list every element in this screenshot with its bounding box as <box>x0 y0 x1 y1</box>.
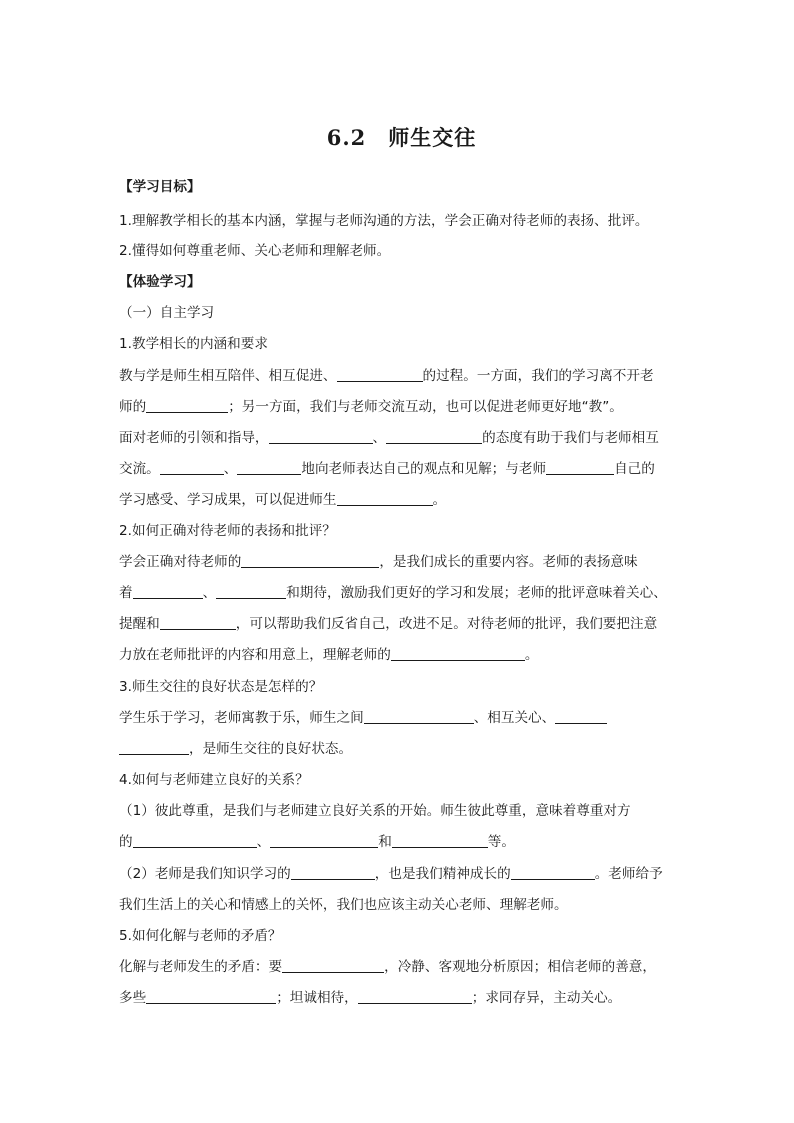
q2-line-1 <box>119 552 638 572</box>
text-segment: ；坦诚相待， <box>276 990 358 1006</box>
q4-line-4: 我们生活上的关心和情感上的关怀，我们也应该主动关心老师、理解老师。 <box>119 897 568 913</box>
text-segment: 、 <box>223 461 238 477</box>
text-segment: （2）老师是我们知识学习的 <box>119 866 291 882</box>
fill-blank[interactable] <box>511 865 595 880</box>
fill-blank[interactable] <box>546 460 614 475</box>
text-segment: 。 <box>432 492 447 508</box>
text-segment: 的过程。一方面，我们的学习离不开老 <box>422 368 654 384</box>
fill-blank[interactable] <box>282 958 384 973</box>
fill-blank[interactable] <box>386 429 482 444</box>
q2-line-4 <box>119 645 538 665</box>
question-heading-1: 1.教学相长的内涵和要求 <box>119 336 268 352</box>
q4-line-3 <box>119 864 663 884</box>
fill-blank[interactable] <box>133 833 257 848</box>
q4-line-2 <box>119 832 515 852</box>
text-segment: 多些 <box>119 990 147 1006</box>
text-segment: 着 <box>119 585 133 601</box>
q1-line-2 <box>119 397 623 417</box>
goal-item-2: 2.懂得如何尊重老师、关心老师和理解老师。 <box>119 243 391 259</box>
fill-blank[interactable] <box>555 709 607 724</box>
fill-blank[interactable] <box>270 833 378 848</box>
goal-item-1: 1.理解教学相长的基本内涵，掌握与老师沟通的方法，学会正确对待老师的表扬、批评。 <box>119 213 649 229</box>
text-segment: 学生乐于学习，老师寓教于乐，师生之间 <box>119 710 364 726</box>
text-segment: 。 <box>524 647 539 663</box>
text-segment: 面对老师的引领和指导， <box>119 430 269 446</box>
text-segment: 、相互关心、 <box>473 710 556 726</box>
text-segment: 学会正确对待老师的 <box>119 554 242 570</box>
fill-blank[interactable] <box>291 865 375 880</box>
fill-blank[interactable] <box>133 584 203 599</box>
fill-blank[interactable] <box>269 429 373 444</box>
text-segment: 、 <box>256 834 271 850</box>
fill-blank[interactable] <box>146 398 228 413</box>
text-segment: 提醒和 <box>119 616 160 632</box>
q5-line-2 <box>119 988 621 1008</box>
text-segment: 教与学是师生相互陪伴、相互促进、 <box>119 368 337 384</box>
fill-blank[interactable] <box>337 491 433 506</box>
fill-blank[interactable] <box>364 709 474 724</box>
question-heading-5: 5.如何化解与老师的矛盾？ <box>119 928 282 944</box>
text-segment: 学习感受、学习成果，可以促进师生 <box>119 492 337 508</box>
q1-line-4 <box>119 459 655 479</box>
text-segment: 和期待，激励我们更好的学习和发展；老师的批评意味着关心、 <box>286 585 667 601</box>
fill-blank[interactable] <box>216 584 286 599</box>
section-header-experience: 【体验学习】 <box>119 274 201 290</box>
text-segment: 的态度有助于我们与老师相互 <box>482 430 659 446</box>
text-segment: 的 <box>119 834 133 850</box>
text-segment: ，是我们成长的重要内容。老师的表扬意味 <box>379 554 638 570</box>
fill-blank[interactable] <box>337 367 423 382</box>
q3-line-1 <box>119 708 607 728</box>
text-segment: 、 <box>372 430 387 446</box>
text-segment: 等。 <box>487 834 515 850</box>
text-segment: ；求同存异，主动关心。 <box>471 990 622 1006</box>
q4-line-1: （1）彼此尊重，是我们与老师建立良好关系的开始。师生彼此尊重，意味着尊重对方 <box>119 803 631 819</box>
text-segment: 、 <box>202 585 217 601</box>
text-segment: 交流。 <box>119 461 160 477</box>
page-title: 6.2 师生交往 <box>326 125 477 150</box>
fill-blank[interactable] <box>160 460 224 475</box>
text-segment: 自己的 <box>614 461 655 477</box>
text-segment: 地向老师表达自己的观点和见解；与老师 <box>301 461 547 477</box>
text-segment: ，冷静、客观地分析原因；相信老师的善意， <box>384 959 656 975</box>
text-segment: 师的 <box>119 399 147 415</box>
subsection-self-study: （一）自主学习 <box>119 305 215 321</box>
question-heading-4: 4.如何与老师建立良好的关系？ <box>119 772 309 788</box>
q5-line-1 <box>119 957 656 977</box>
q2-line-3 <box>119 614 657 634</box>
fill-blank[interactable] <box>391 646 525 661</box>
fill-blank[interactable] <box>237 460 301 475</box>
fill-blank[interactable] <box>146 989 276 1004</box>
question-heading-2: 2.如何正确对待老师的表扬和批评？ <box>119 523 336 539</box>
text-segment: ；另一方面，我们与老师交流互动，也可以促进老师更好地“教”。 <box>228 399 623 415</box>
question-heading-3: 3.师生交往的良好状态是怎样的？ <box>119 679 323 695</box>
text-segment: ，可以帮助我们反省自己，改进不足。对待老师的批评，我们要把注意 <box>235 616 658 632</box>
fill-blank[interactable] <box>392 833 488 848</box>
section-header-goals: 【学习目标】 <box>119 179 201 195</box>
q2-line-2 <box>119 583 667 603</box>
text-segment: 化解与老师发生的矛盾：要 <box>119 959 283 975</box>
fill-blank[interactable] <box>160 615 236 630</box>
q1-line-1 <box>119 366 654 386</box>
fill-blank[interactable] <box>241 553 379 568</box>
q3-line-2 <box>119 739 352 759</box>
text-segment: ，是师生交往的良好状态。 <box>189 741 353 757</box>
text-segment: 力放在老师批评的内容和用意上，理解老师的 <box>119 647 391 663</box>
fill-blank[interactable] <box>119 740 189 755</box>
q1-line-5 <box>119 490 446 510</box>
text-segment: ，也是我们精神成长的 <box>374 866 511 882</box>
q1-line-3 <box>119 428 659 448</box>
fill-blank[interactable] <box>358 989 472 1004</box>
text-segment: 和 <box>378 834 392 850</box>
text-segment: 。老师给予 <box>594 866 663 882</box>
